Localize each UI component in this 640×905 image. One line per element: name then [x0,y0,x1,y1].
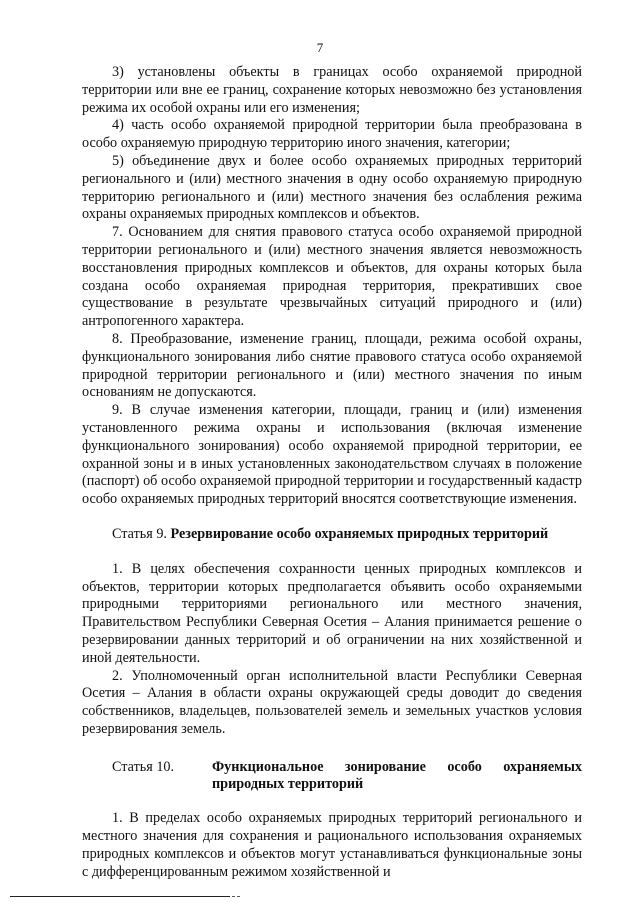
footer-dash [232,896,240,897]
paragraph-clause-8: 8. Преобразование, изменение границ, площади, режима особой охраны, функционального зонирования либо снятие правового статуса особо охраняемой природной территории регионального и (или) местного значения по иным основаниям не допускаются. [82,330,582,401]
article-10-title: Функциональное зонирование особо охраняемых природных территорий [212,758,582,793]
footer-rule [10,896,230,897]
article-9-paragraph-2: 2. Уполномоченный орган исполнительной власти Республики Северная Осетия – Алания в области охраны окружающей среды доводит до сведения собственников, владельцев, пользователей земель и земельных участков условия резервирования земель. [82,667,582,737]
article-9-prefix: Статья 9. [112,525,167,542]
article-9-title: Резервирование особо охраняемых природных территорий [170,525,549,542]
paragraph-item-4: 4) часть особо охраняемой природной территории была преобразована в особо охраняемую природную территорию иного значения, категории; [82,117,582,152]
article-9-paragraph-1: 1. В целях обеспечения сохранности ценных природных комплексов и объектов, территории которых предполагается объявить особо охраняемыми природными территориями регионального или местного значения, Правительством Республики Северная Осетия – Алания принимается решение о резервировании данных территорий и об ограничении на них хозяйственной и иной деятельности. [82,560,582,666]
paragraph-clause-9: 9. В случае изменения категории, площади, границ и (или) изменения установленного режима охраны и использования (включая изменение функционального зонирования) особо охраняемой природной территории, ее охранной зоны и в иных установленных законодательством случаях в положение (паспорт) об особо охраняемой природной территории и государственный кадастр особо охраняемых природных территорий вносятся соответствующие изменения. [82,402,582,508]
article-10-prefix: Статья 10. [112,758,175,775]
article-10-paragraph-1: 1. В пределах особо охраняемых природных территорий регионального и местного значения для сохранения и рационального использования охраняемых природных комплексов и объектов могут устанавливаться функциональные зоны с дифференцированным режимом хозяйственной и [82,810,582,880]
page-number: 7 [316,40,324,55]
paragraph-clause-7: 7. Основанием для снятия правового статуса особо охраняемой природной территории регионального и (или) местного значения является невозможность восстановления природных комплексов и объектов, для охраны которых была создана особо охраняемая природная территория, прекративших свое существование в результате чрезвычайных ситуаций природного и (или) антропогенного характера. [82,224,582,330]
article-9-heading [82,526,582,544]
document-body [82,64,582,881]
paragraph-item-5: 5) объединение двух и более особо охраняемых природных территорий регионального и (или) местного значения в одну особо охраняемую природную территорию регионального и (или) местного значения без ослабления режима охраны охраняемых природных комплексов и объектов. [82,152,582,223]
paragraph-item-3: 3) установлены объекты в границах особо охраняемой природной территории или вне ее границ, сохранение которых невозможно без установления режима их особой охраны или его изменения; [82,64,582,116]
article-10-heading [82,759,582,795]
